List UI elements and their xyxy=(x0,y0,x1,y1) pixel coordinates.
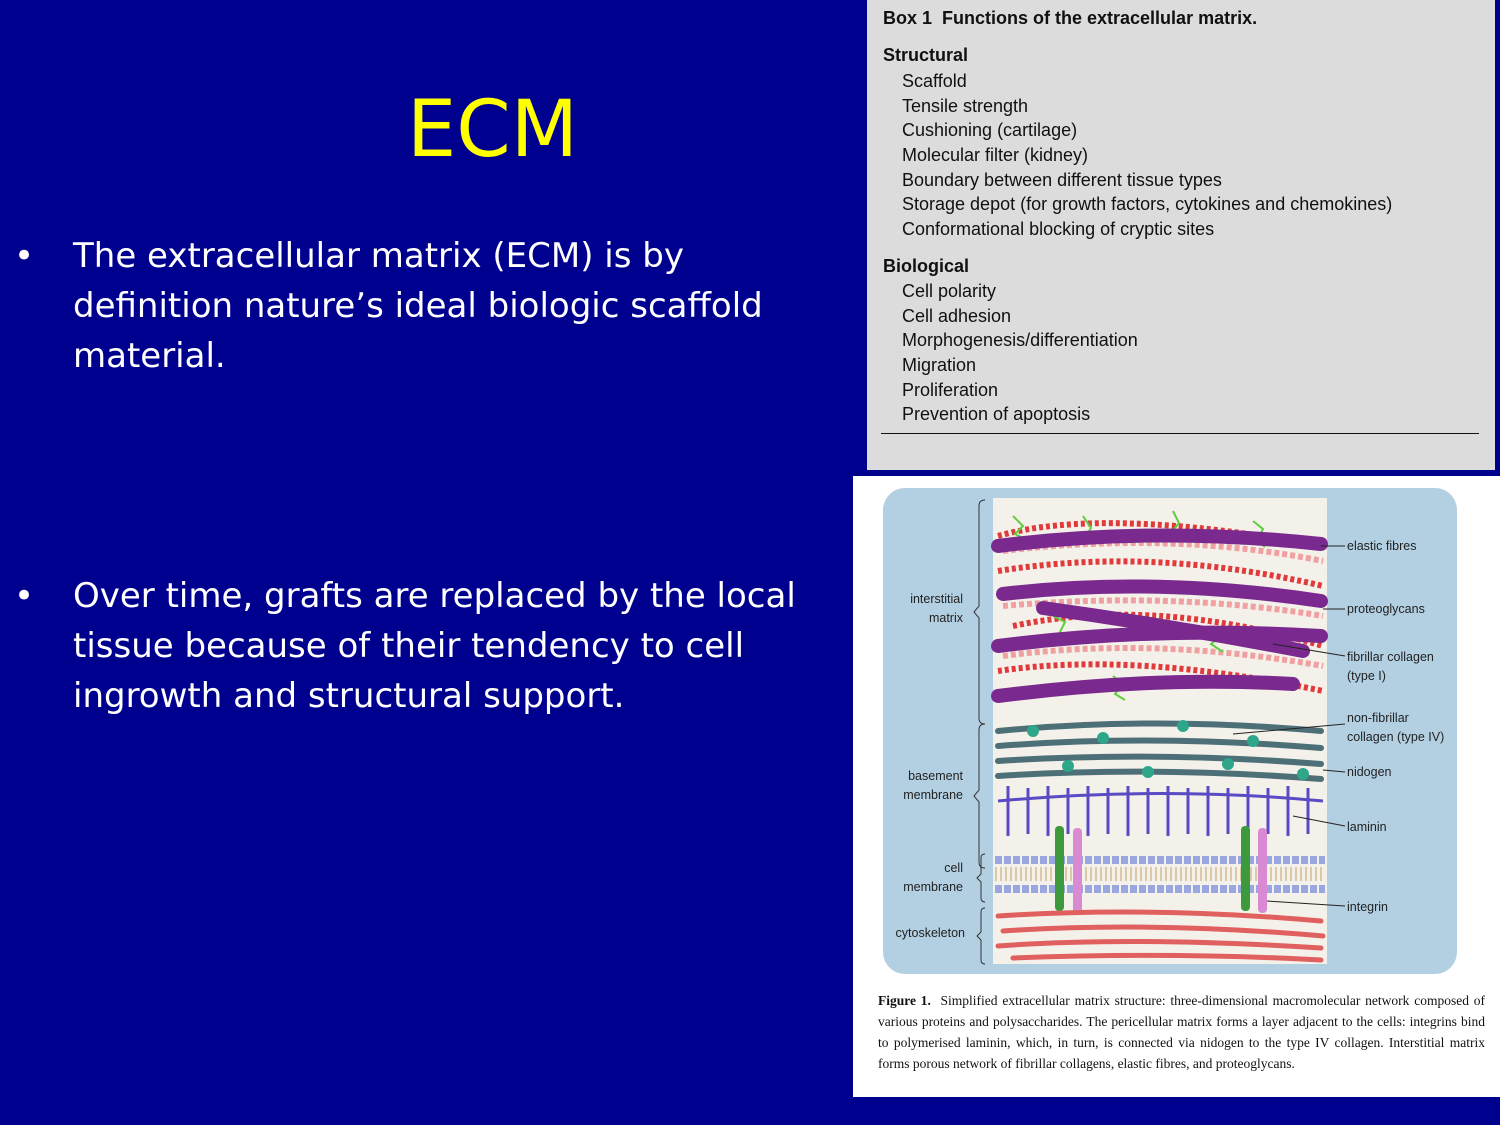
list-item: Prevention of apoptosis xyxy=(902,404,1091,425)
list-item: Cell adhesion xyxy=(902,305,1012,326)
bullet-marker: • xyxy=(14,576,35,616)
biological-heading: Biological xyxy=(883,256,970,276)
label-cell: cell xyxy=(944,861,963,875)
list-item: Molecular filter (kidney) xyxy=(902,145,1089,166)
caption-text: Simplified extracellular matrix structure: three-dimensional macromolecular network composed of various proteins and polysaccharides. The pericellular matrix forms a layer adjacent to the cells: integrins bind to polymerised laminin, which, in turn, is connected via nidogen to the type IV collagen. Interstitial matrix forms porous network of fibrillar collagens, elastic fibres, and proteoglycans. xyxy=(878,993,1485,1071)
label-elastic-fibres: elastic fibres xyxy=(1347,539,1417,553)
bullet-text: Over time, grafts are replaced by the local tissue because of their tendency to cell ingrowth and structural support. xyxy=(73,576,796,716)
label-type-i: (type I) xyxy=(1347,669,1386,683)
label-cytoskeleton: cytoskeleton xyxy=(895,926,965,940)
list-item: Boundary between different tissue types xyxy=(902,169,1222,190)
label-matrix: matrix xyxy=(928,611,963,625)
label-basement: basement xyxy=(908,769,963,783)
figure-caption xyxy=(878,990,1485,1074)
slide-title: ECM xyxy=(406,85,579,175)
list-item: Cell polarity xyxy=(902,281,997,301)
label-proteoglycans: proteoglycans xyxy=(1347,602,1425,616)
caption-label: Figure 1. xyxy=(878,993,931,1008)
label-basement-membrane: membrane xyxy=(903,788,963,802)
box-divider xyxy=(881,433,1479,434)
list-item: Tensile strength xyxy=(902,95,1029,116)
list-item: Scaffold xyxy=(902,71,967,91)
label-collagen-type-iv: collagen (type IV) xyxy=(1347,730,1445,744)
bullet-point xyxy=(0,571,840,731)
ecm-figure xyxy=(853,476,1500,1097)
label-fibrillar-collagen: fibrillar collagen xyxy=(1347,650,1434,664)
biological-list xyxy=(902,279,1138,427)
bullet-text: The extracellular matrix (ECM) is by definition nature’s ideal biologic scaffold material. xyxy=(73,236,763,376)
list-item: Conformational blocking of cryptic sites xyxy=(902,219,1215,240)
ecm-functions-box xyxy=(867,0,1495,470)
list-item: Storage depot (for growth factors, cytokines and chemokines) xyxy=(902,194,1393,215)
list-item: Migration xyxy=(902,355,977,376)
bullet-marker: • xyxy=(14,236,35,276)
label-interstitial: interstitial xyxy=(910,592,963,606)
ecm-structure-diagram xyxy=(853,476,1500,986)
label-integrin: integrin xyxy=(1347,900,1388,914)
label-nidogen: nidogen xyxy=(1347,765,1392,779)
box-title: Box 1 Functions of the extracellular matrix. xyxy=(883,8,1258,28)
structural-heading: Structural xyxy=(883,45,969,65)
list-item: Cushioning (cartilage) xyxy=(902,120,1078,141)
bullet-point xyxy=(0,231,840,391)
list-item: Morphogenesis/differentiation xyxy=(902,330,1138,351)
structural-list xyxy=(902,69,1392,242)
label-laminin: laminin xyxy=(1347,820,1387,834)
label-non-fibrillar: non-fibrillar xyxy=(1347,711,1409,725)
cell-membrane xyxy=(995,854,1325,894)
list-item: Proliferation xyxy=(902,379,999,400)
label-cell-membrane: membrane xyxy=(903,880,963,894)
